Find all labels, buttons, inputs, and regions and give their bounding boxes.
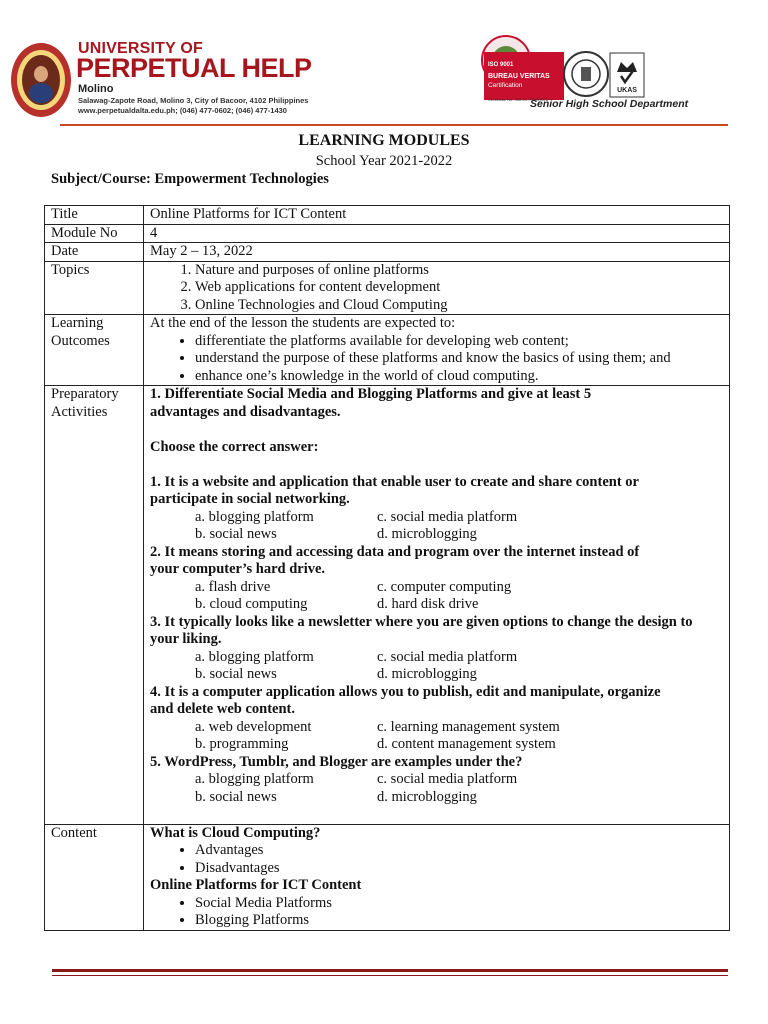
date-label: Date — [45, 243, 144, 262]
content-heading-2: Online Platforms for ICT Content — [150, 877, 362, 893]
table-row — [45, 824, 730, 930]
bureau-veritas-badge — [484, 52, 564, 100]
content-list-1 — [150, 842, 723, 877]
document-title: LEARNING MODULES — [298, 132, 470, 149]
option: a. flash drive — [195, 578, 271, 595]
outcomes-label-line1: Learning — [51, 315, 104, 331]
school-year: School Year 2021-2022 — [315, 153, 453, 169]
option: a. web development — [195, 718, 312, 735]
content-list-2 — [150, 895, 723, 930]
module-label: Module No — [45, 224, 144, 243]
option: b. social news — [195, 526, 277, 542]
outcomes-label-line2: Outcomes — [51, 332, 110, 349]
question-3: 3. It typically looks like a newsletter where you are given options to change the design to your liking. — [150, 613, 693, 647]
outcomes-cell — [144, 315, 730, 386]
prep-cell — [144, 386, 730, 825]
ukas-label: UKAS — [617, 87, 637, 94]
option: c. social media platform — [377, 508, 518, 525]
list-item: • Blogging Platforms — [195, 912, 723, 930]
list-item: • Advantages — [195, 842, 723, 860]
content-heading-1: What is Cloud Computing? — [150, 824, 321, 841]
cert-body-label: BUREAU VERITAS — [488, 73, 550, 80]
cert-number: Certificate No. IND.20.7933/QM/U — [488, 97, 549, 102]
table-row — [45, 261, 730, 315]
option: a. blogging platform — [195, 648, 314, 665]
question-1-options — [150, 509, 723, 544]
university-name-line2: PERPETUAL HELP — [76, 53, 312, 83]
question-3-options — [150, 649, 723, 684]
content-cell — [144, 824, 730, 930]
option: d. microblogging — [377, 788, 477, 805]
prep-task: 1. Differentiate Social Media and Blogging Platforms and give at least 5 advantages and disadvantages. — [150, 386, 592, 420]
option: c. social media platform — [377, 648, 518, 665]
option: b. cloud computing — [195, 596, 308, 612]
outcomes-label — [45, 315, 144, 386]
option: c. social media platform — [377, 771, 518, 787]
university-name-line1: UNIVERSITY OF — [78, 40, 203, 57]
iso-label: ISO 9001 — [488, 62, 514, 68]
table-row — [45, 206, 730, 225]
list-item: • enhance one’s knowledge in the world of cloud computing. — [195, 368, 723, 386]
question-5: 5. WordPress, Tumblr, and Blogger are examples under the? — [150, 753, 523, 770]
module-value: 4 — [144, 224, 730, 243]
title-label: Title — [45, 206, 144, 225]
university-contact: www.perpetualdalta.edu.ph; (046) 477-0602; (046) 477-1430 — [78, 106, 287, 115]
list-item: • Disadvantages — [195, 860, 723, 878]
option: c. computer computing — [377, 578, 512, 595]
bureau-veritas-seal-icon — [562, 48, 610, 100]
option: d. hard disk drive — [377, 596, 479, 612]
list-item: 3. Online Technologies and Cloud Computing — [195, 297, 723, 315]
list-item: 1. Nature and purposes of online platforms — [195, 262, 723, 280]
table-row — [45, 243, 730, 262]
choose-instruction: Choose the correct answer: — [150, 438, 319, 455]
header-divider — [60, 124, 728, 126]
topics-list — [150, 262, 723, 315]
ukas-crown-icon — [609, 52, 645, 98]
option: d. microblogging — [377, 666, 477, 682]
option: b. programming — [195, 736, 289, 752]
cert-label: Certification — [488, 82, 523, 89]
option: b. social news — [195, 788, 277, 805]
module-table — [44, 205, 730, 931]
question-2-options — [150, 579, 723, 614]
list-item: • differentiate the platforms available for developing web content; — [195, 333, 723, 351]
topics-label: Topics — [45, 261, 144, 315]
title-value: Online Platforms for ICT Content — [144, 206, 730, 225]
question-1: 1. It is a website and application that enable user to create and share content or participate in social networking. — [150, 473, 639, 507]
content-label: Content — [45, 824, 144, 930]
option: c. learning management system — [377, 718, 560, 735]
university-address: Salawag-Zapote Road, Molino 3, City of Bacoor, 4102 Philippines — [78, 96, 309, 105]
list-item: 2. Web applications for content development — [195, 279, 723, 297]
option: d. content management system — [377, 736, 556, 752]
campus-name: Molino — [78, 83, 114, 95]
university-seal-icon — [10, 41, 72, 119]
prep-label-line1: Preparatory — [51, 386, 119, 402]
question-4: 4. It is a computer application allows you to publish, edit and manipulate, organize and delete web content. — [150, 683, 661, 717]
list-item: • understand the purpose of these platforms and know the basics of using them; and — [195, 350, 723, 368]
footer-divider — [52, 969, 728, 972]
option: b. social news — [195, 666, 277, 682]
prep-label-line2: Activities — [51, 403, 108, 420]
question-2: 2. It means storing and accessing data and program over the internet instead of your computer’s hard drive. — [150, 543, 640, 577]
outcomes-list — [150, 333, 723, 386]
subject-course: Subject/Course: Empowerment Technologies — [51, 171, 329, 187]
prep-label — [45, 386, 144, 825]
question-5-options — [150, 771, 723, 806]
topics-cell — [144, 261, 730, 315]
table-row — [45, 386, 730, 825]
option: a. blogging platform — [195, 508, 314, 525]
question-4-options — [150, 719, 723, 754]
option: a. blogging platform — [195, 771, 314, 787]
page-header — [0, 0, 768, 130]
table-row — [45, 315, 730, 386]
date-value: May 2 – 13, 2022 — [144, 243, 730, 262]
option: d. microblogging — [377, 526, 477, 542]
footer-divider-thin — [52, 975, 728, 976]
table-row — [45, 224, 730, 243]
outcomes-intro: At the end of the lesson the students are expected to: — [150, 315, 456, 331]
department-name: Senior High School Department — [530, 98, 689, 110]
list-item: • Social Media Platforms — [195, 895, 723, 913]
